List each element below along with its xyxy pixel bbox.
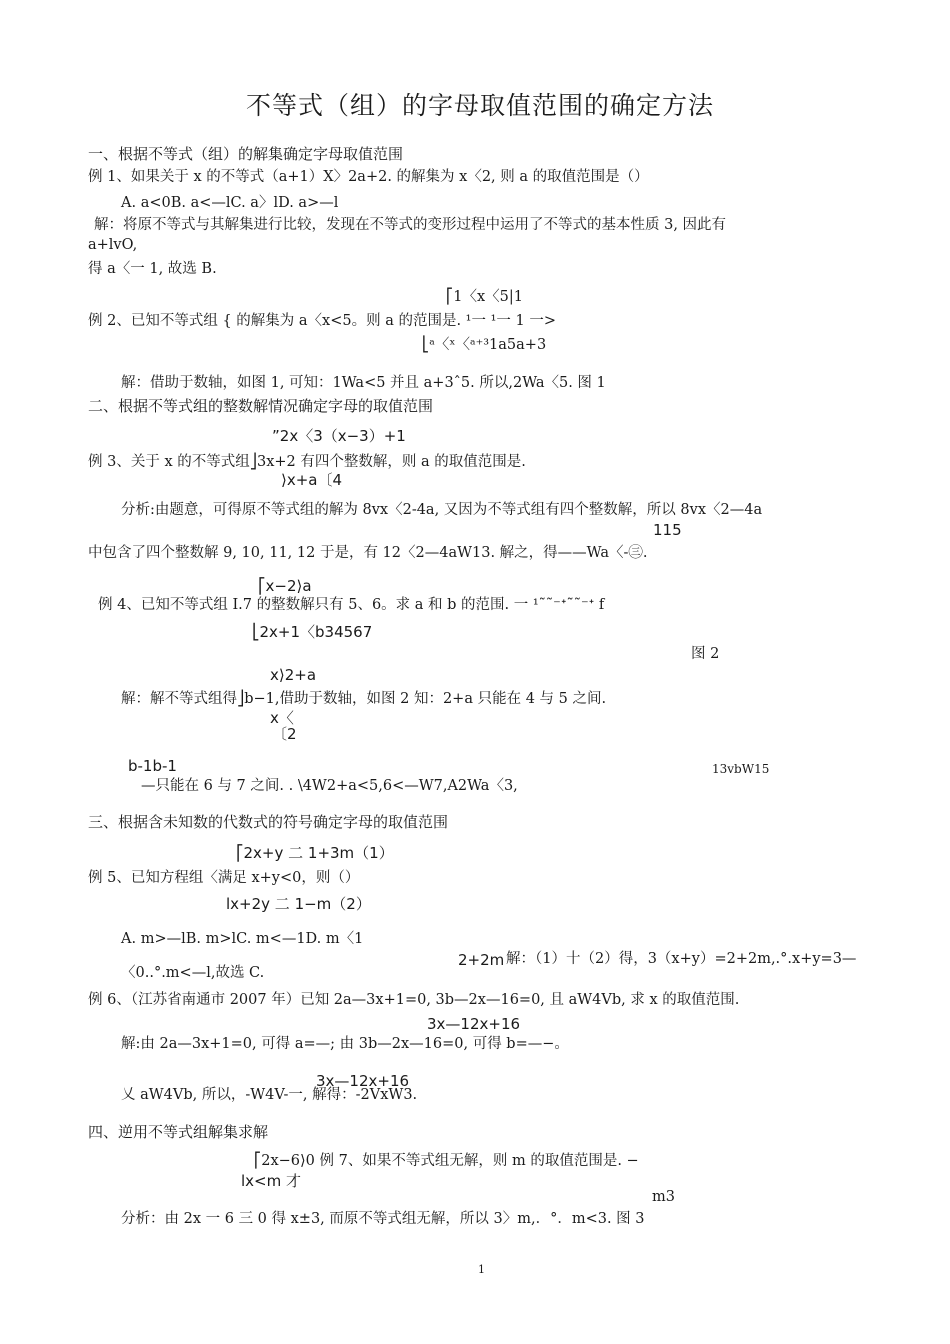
page-title: 不等式（组）的字母取值范围的确定方法 — [246, 91, 715, 120]
example-5-system-top: ⎡2x+y 二 1+3m（1） — [236, 844, 394, 862]
page-number: 1 — [478, 1263, 485, 1276]
example-3-system-top: ”2x〈3（x−3）+1 — [272, 427, 406, 445]
example-7-m3: m3 — [652, 1189, 675, 1205]
section-1-heading: 一、根据不等式（组）的解集确定字母取值范围 — [88, 145, 404, 163]
example-5-solution-line2: 〈0..°.m<—l,故选 C. — [121, 965, 265, 981]
example-2-system-bottom: ⎣ᵃ〈ˣ〈ᵃ⁺³1a5a+3 — [422, 337, 547, 353]
example-1-solution-line2: a+lvO, — [88, 237, 138, 253]
example-5-question: 例 5、已知方程组〈满足 x+y<0，则（） — [88, 870, 360, 886]
example-7-system-bottom: lx<m 才 — [241, 1172, 301, 1190]
example-1-solution-line3: 得 a〈一 1, 故选 B. — [88, 261, 217, 277]
example-7-question: ⎡2x−6⟩0 例 7、如果不等式组无解，则 m 的取值范围是. − — [254, 1153, 639, 1169]
example-3-analysis-line2: 中包含了四个整数解 9, 10, 11, 12 于是，有 12〈2—4aW13. 解之，得——Wa〈-㊂. — [88, 545, 648, 561]
example-2-question: 例 2、已知不等式组 { 的解集为 a〈x<5。则 a 的范围是. ¹一 ¹一 1 一> — [88, 313, 556, 329]
section-4-heading: 四、逆用不等式组解集求解 — [88, 1123, 269, 1141]
example-4-system-top: ⎡x−2⟩a — [258, 577, 312, 595]
example-5-fraction: 2+2m — [458, 951, 505, 969]
example-4-right-result: 13vbW15 — [712, 763, 770, 774]
example-4-system-bottom: ⎣2x+1〈b34567 — [252, 623, 373, 641]
example-3-question: 例 3、关于 x 的不等式组⎦3x+2 有四个整数解，则 a 的取值范围是. — [88, 454, 526, 470]
section-2-heading: 二、根据不等式组的整数解情况确定字母的取值范围 — [88, 397, 434, 415]
example-6-math-2: 3x—12x+16 — [316, 1072, 410, 1090]
example-6-question: 例 6、（江苏省南通市 2007 年）已知 2a—3x+1=0, 3b—2x—16=0, 且 aW4Vb, 求 x 的取值范围. — [88, 992, 740, 1008]
figure-2-caption: 图 2 — [691, 646, 720, 662]
example-2-system-top: ⎡1〈x〈5|1 — [446, 289, 523, 305]
example-4-solution: 解：解不等式组得⎦b−1,借助于数轴，如图 2 知：2+a 只能在 4 与 5 之间. — [121, 691, 607, 707]
example-7-analysis: 分析：由 2x 一 6 三 0 得 x±3, 而原不等式组无解，所以 3〉m,．°．m<3. 图 3 — [121, 1211, 645, 1227]
example-6-math-1: 3x—12x+16 — [427, 1015, 521, 1033]
example-4-math-3: 〔2 — [272, 725, 297, 743]
example-3-fraction: 115 — [653, 521, 682, 539]
example-3-analysis-line1: 分析:由题意，可得原不等式组的解为 8vx〈2-4a, 又因为不等式组有四个整数解，所以 8vx〈2—4a — [121, 502, 763, 518]
example-5-solution-line1: 解：（1）十（2）得，3（x+y）=2+2m,.°.x+y=3— — [506, 951, 857, 967]
example-4-math-1: x⟩2+a — [270, 666, 317, 684]
example-2-solution: 解：借助于数轴，如图 1, 可知：1Wa<5 并且 a+3ˆ5. 所以,2Wa〈5. 图 1 — [121, 375, 606, 391]
example-5-options: A. m>—lB. m>lC. m<—1D. m〈1 — [121, 931, 364, 947]
example-1-solution-line1: 解：将原不等式与其解集进行比较，发现在不等式的变形过程中运用了不等式的基本性质 3, 因此有 — [94, 217, 727, 233]
example-6-solution-line2: 乂 aW4Vb, 所以，-W4V-一, 解得：-2VxW3. — [121, 1087, 418, 1103]
example-1-question: 例 1、如果关于 x 的不等式（a+1）X〉2a+2. 的解集为 x〈2, 则 a 的取值范围是（） — [88, 169, 649, 185]
example-4-math-2: x〈 — [270, 709, 294, 727]
example-3-system-bottom: ⟩x+a〔4 — [281, 471, 343, 489]
example-1-options: A. a<0B. a<—lC. a〉lD. a>—l — [121, 195, 339, 211]
section-3-heading: 三、根据含未知数的代数式的符号确定字母的取值范围 — [88, 813, 449, 831]
example-6-solution-line1: 解:由 2a—3x+1=0, 可得 a=—; 由 3b—2x—16=0, 可得 b=—−。 — [121, 1036, 569, 1052]
example-4-solution-line2: —只能在 6 与 7 之间. . \4W2+a<5,6<—W7,A2Wa〈3, — [141, 778, 518, 794]
example-5-system-bottom: lx+2y 二 1−m（2） — [226, 895, 371, 913]
example-4-b-values: b-1b-1 — [128, 757, 177, 775]
example-4-question: 例 4、已知不等式组 I.7 的整数解只有 5、6。求 a 和 b 的范围. 一 ¹˜˜⁻ᐩ˜˜⁻ᐩ f — [98, 597, 605, 613]
